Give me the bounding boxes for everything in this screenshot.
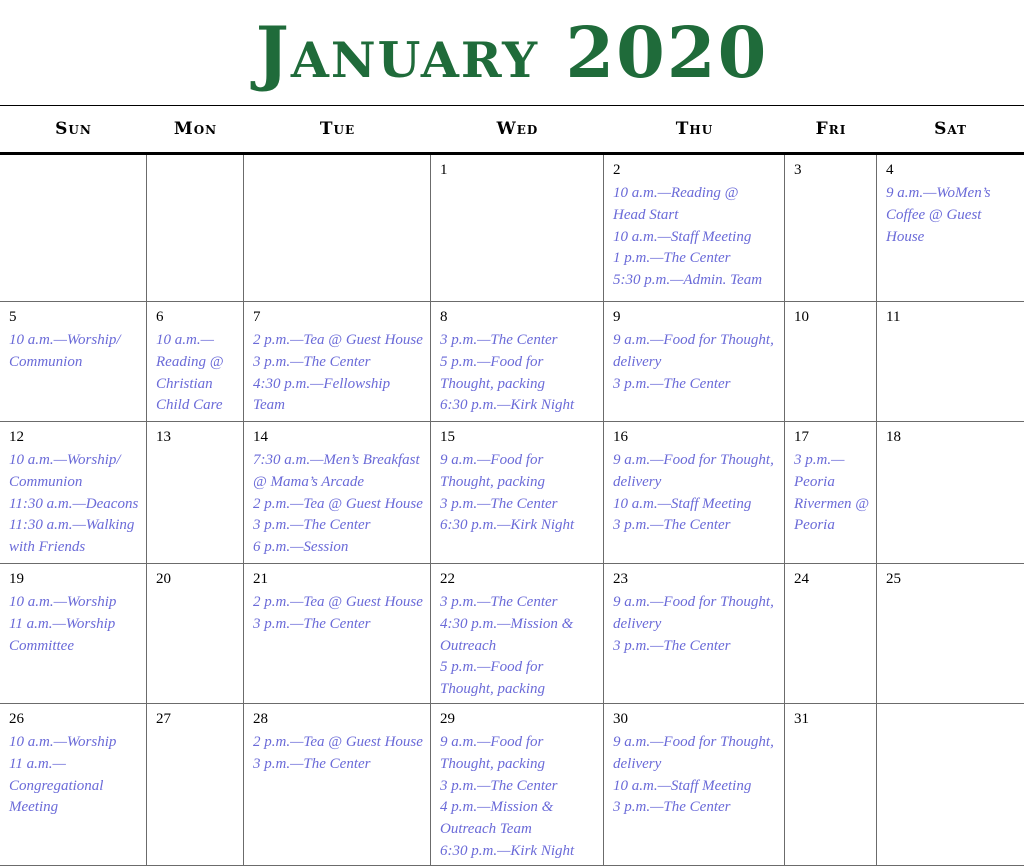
day-number: 21 bbox=[253, 571, 268, 587]
day-number: 31 bbox=[794, 711, 809, 727]
event-item[interactable]: 11:30 a.m.—Walking with Friends bbox=[9, 517, 135, 556]
day-cell[interactable] bbox=[244, 422, 431, 564]
event-item[interactable]: 3 p.m.—The Center bbox=[253, 353, 371, 370]
event-list bbox=[440, 330, 593, 417]
day-number: 9 bbox=[613, 309, 621, 325]
event-list bbox=[613, 732, 774, 819]
day-cell[interactable] bbox=[604, 564, 785, 704]
event-item[interactable]: 9 a.m.—Food for Thought, packing bbox=[440, 734, 545, 772]
day-cell[interactable] bbox=[0, 155, 147, 302]
event-item[interactable]: 2 p.m.—Tea @ Guest House bbox=[253, 495, 423, 512]
event-list bbox=[613, 183, 774, 292]
event-item[interactable]: 11 a.m.—Worship Committee bbox=[9, 615, 116, 654]
event-item[interactable]: 9 a.m.—Food for Thought, delivery bbox=[613, 594, 774, 632]
day-number: 14 bbox=[253, 429, 268, 445]
weekday-header-fri: Fri bbox=[815, 119, 847, 139]
day-number: 26 bbox=[9, 711, 24, 727]
day-number: 19 bbox=[9, 571, 24, 587]
day-number: 6 bbox=[156, 309, 164, 325]
day-number: 18 bbox=[886, 429, 901, 445]
event-item[interactable]: 3 p.m.—The Center bbox=[253, 517, 371, 534]
event-item[interactable]: 2 p.m.—Tea @ Guest House bbox=[253, 594, 423, 610]
event-item[interactable]: 11:30 a.m.—Deacons bbox=[9, 495, 139, 512]
event-list bbox=[9, 592, 140, 657]
event-list bbox=[9, 732, 140, 819]
event-item[interactable]: 10 a.m.—Worship/ Communion bbox=[9, 452, 121, 490]
event-item[interactable]: 6:30 p.m.—Kirk Night bbox=[440, 397, 575, 414]
day-number: 17 bbox=[794, 429, 809, 445]
day-cell[interactable] bbox=[244, 302, 431, 422]
event-item[interactable]: 9 a.m.—Food for Thought, delivery bbox=[613, 452, 774, 490]
day-number bbox=[253, 161, 424, 179]
day-cell[interactable] bbox=[785, 155, 877, 302]
weekday-header-sat: Sat bbox=[934, 119, 967, 139]
event-item[interactable]: 6:30 p.m.—Kirk Night bbox=[440, 842, 575, 859]
day-cell[interactable] bbox=[431, 422, 604, 564]
event-list bbox=[794, 450, 872, 537]
event-item[interactable]: 9 a.m.—WoMen’s Coffee @ Guest House bbox=[886, 185, 991, 245]
event-list bbox=[9, 330, 140, 374]
weekday-header-thu: Thu bbox=[675, 119, 714, 139]
event-item[interactable]: 5:30 p.m.—Admin. Team bbox=[613, 272, 763, 289]
day-cell[interactable] bbox=[785, 302, 877, 422]
day-cell[interactable] bbox=[244, 155, 431, 302]
weekday-header-tue: Tue bbox=[319, 119, 356, 139]
day-number: 3 bbox=[794, 162, 802, 178]
day-number: 2 bbox=[613, 162, 621, 178]
event-item[interactable]: 3 p.m.—The Center bbox=[440, 594, 558, 610]
day-number: 28 bbox=[253, 711, 268, 727]
day-number: 25 bbox=[886, 571, 901, 587]
day-cell[interactable] bbox=[147, 302, 244, 422]
day-cell[interactable] bbox=[147, 155, 244, 302]
day-cell[interactable] bbox=[0, 302, 147, 422]
event-list bbox=[440, 450, 593, 537]
event-list bbox=[440, 732, 593, 863]
event-item[interactable]: 10 a.m.—Staff Meeting bbox=[613, 777, 752, 794]
event-list bbox=[886, 183, 1018, 248]
day-number: 12 bbox=[9, 429, 24, 445]
event-list bbox=[440, 592, 593, 701]
day-number: 4 bbox=[886, 162, 894, 178]
event-list bbox=[253, 732, 424, 776]
event-item[interactable]: 3 p.m.—The Center bbox=[613, 517, 731, 534]
day-cell[interactable] bbox=[0, 564, 147, 704]
day-cell[interactable] bbox=[244, 564, 431, 704]
event-item[interactable]: 6:30 p.m.—Kirk Night bbox=[440, 517, 575, 534]
day-cell[interactable] bbox=[877, 422, 1024, 564]
day-number bbox=[9, 161, 140, 179]
event-list bbox=[253, 592, 424, 636]
day-cell[interactable] bbox=[431, 704, 604, 866]
event-item[interactable]: 5 p.m.—Food for Thought, packing bbox=[440, 353, 545, 392]
event-item[interactable]: 4:30 p.m.—Mission & Outreach bbox=[440, 615, 574, 654]
event-list bbox=[253, 330, 424, 417]
day-cell[interactable] bbox=[604, 302, 785, 422]
day-cell[interactable] bbox=[431, 564, 604, 704]
event-list bbox=[613, 592, 774, 657]
event-item[interactable]: 5 p.m.—Food for Thought, packing bbox=[440, 659, 545, 698]
day-number: 13 bbox=[156, 429, 171, 445]
day-cell[interactable] bbox=[244, 704, 431, 866]
day-cell[interactable] bbox=[431, 302, 604, 422]
event-list bbox=[156, 330, 239, 417]
day-number: 15 bbox=[440, 429, 455, 445]
event-item[interactable]: 2 p.m.—Tea @ Guest House bbox=[253, 734, 423, 750]
day-number: 11 bbox=[886, 309, 901, 325]
day-cell[interactable] bbox=[877, 564, 1024, 704]
event-list bbox=[253, 450, 424, 559]
event-list bbox=[613, 450, 774, 537]
event-item[interactable]: 6 p.m.—Session bbox=[253, 539, 349, 556]
event-item[interactable]: 10 a.m.—Worship/ Communion bbox=[9, 332, 121, 370]
event-item[interactable]: 3 p.m.— Peoria Rivermen @ Peoria bbox=[794, 452, 870, 534]
event-item[interactable]: 10 a.m.—Staff Meeting bbox=[613, 495, 752, 512]
day-number: 1 bbox=[440, 162, 448, 178]
event-item[interactable]: 10 a.m.— Reading @ Christian Child Care bbox=[156, 332, 224, 414]
day-cell[interactable] bbox=[785, 564, 877, 704]
weekday-header-mon: Mon bbox=[173, 119, 218, 139]
event-item[interactable]: 3 p.m.—The Center bbox=[253, 615, 371, 632]
day-cell[interactable] bbox=[604, 704, 785, 866]
event-item[interactable]: 2 p.m.—Tea @ Guest House bbox=[253, 332, 423, 348]
day-cell[interactable] bbox=[604, 422, 785, 564]
day-cell[interactable] bbox=[877, 302, 1024, 422]
calendar-title: January 2020 bbox=[255, 10, 769, 94]
day-number: 10 bbox=[794, 309, 809, 325]
day-cell[interactable] bbox=[785, 704, 877, 866]
day-cell[interactable] bbox=[0, 422, 147, 564]
day-number: 20 bbox=[156, 571, 171, 587]
event-item[interactable]: 3 p.m.—The Center bbox=[440, 332, 558, 348]
event-item[interactable]: 7:30 a.m.—Men’s Breakfast @ Mama’s Arcade bbox=[253, 452, 420, 490]
event-item[interactable]: 3 p.m.—The Center bbox=[440, 495, 558, 512]
event-item[interactable]: 3 p.m.—The Center bbox=[613, 375, 731, 392]
day-number: 23 bbox=[613, 571, 628, 587]
day-cell[interactable] bbox=[0, 704, 147, 866]
event-list bbox=[613, 330, 774, 395]
day-cell[interactable] bbox=[147, 704, 244, 866]
weekday-header-wed: Wed bbox=[496, 119, 539, 139]
event-item[interactable]: 10 a.m.—Worship bbox=[9, 734, 117, 750]
event-item[interactable]: 9 a.m.—Food for Thought, delivery bbox=[613, 332, 774, 370]
event-item[interactable]: 10 a.m.—Worship bbox=[9, 594, 117, 610]
day-cell[interactable] bbox=[147, 422, 244, 564]
day-cell[interactable] bbox=[785, 422, 877, 564]
event-item[interactable]: 3 p.m.—The Center bbox=[440, 777, 558, 794]
event-item[interactable]: 10 a.m.—Staff Meeting bbox=[613, 228, 752, 245]
event-item[interactable]: 9 a.m.—Food for Thought, packing bbox=[440, 452, 545, 490]
day-number: 5 bbox=[9, 309, 17, 325]
event-item[interactable]: 9 a.m.—Food for Thought, delivery bbox=[613, 734, 774, 772]
day-number bbox=[156, 161, 239, 179]
weekday-header-sun: Sun bbox=[55, 119, 92, 139]
day-cell[interactable] bbox=[877, 704, 1024, 866]
event-item[interactable]: 11 a.m.— Congregational Meeting bbox=[9, 755, 104, 816]
event-list bbox=[9, 450, 140, 559]
event-item[interactable]: 4:30 p.m.—Fellowship Team bbox=[253, 375, 391, 414]
event-item[interactable]: 3 p.m.—The Center bbox=[613, 637, 731, 654]
day-number: 8 bbox=[440, 309, 448, 325]
event-item[interactable]: 3 p.m.—The Center bbox=[253, 755, 371, 772]
day-number: 7 bbox=[253, 309, 261, 325]
event-item[interactable]: 1 p.m.—The Center bbox=[613, 250, 731, 267]
day-cell[interactable] bbox=[877, 155, 1024, 302]
day-number: 30 bbox=[613, 711, 628, 727]
day-number: 29 bbox=[440, 711, 455, 727]
day-number bbox=[886, 710, 1018, 728]
day-number: 27 bbox=[156, 711, 171, 727]
event-item[interactable]: 3 p.m.—The Center bbox=[613, 799, 731, 816]
event-item[interactable]: 4 p.m.—Mission & Outreach Team bbox=[440, 799, 554, 838]
event-item[interactable]: 10 a.m.—Reading @ Head Start bbox=[613, 185, 739, 223]
day-number: 22 bbox=[440, 571, 455, 587]
day-number: 24 bbox=[794, 571, 809, 587]
day-cell[interactable] bbox=[147, 564, 244, 704]
day-cell[interactable] bbox=[604, 155, 785, 302]
day-cell[interactable] bbox=[431, 155, 604, 302]
day-number: 16 bbox=[613, 429, 628, 445]
